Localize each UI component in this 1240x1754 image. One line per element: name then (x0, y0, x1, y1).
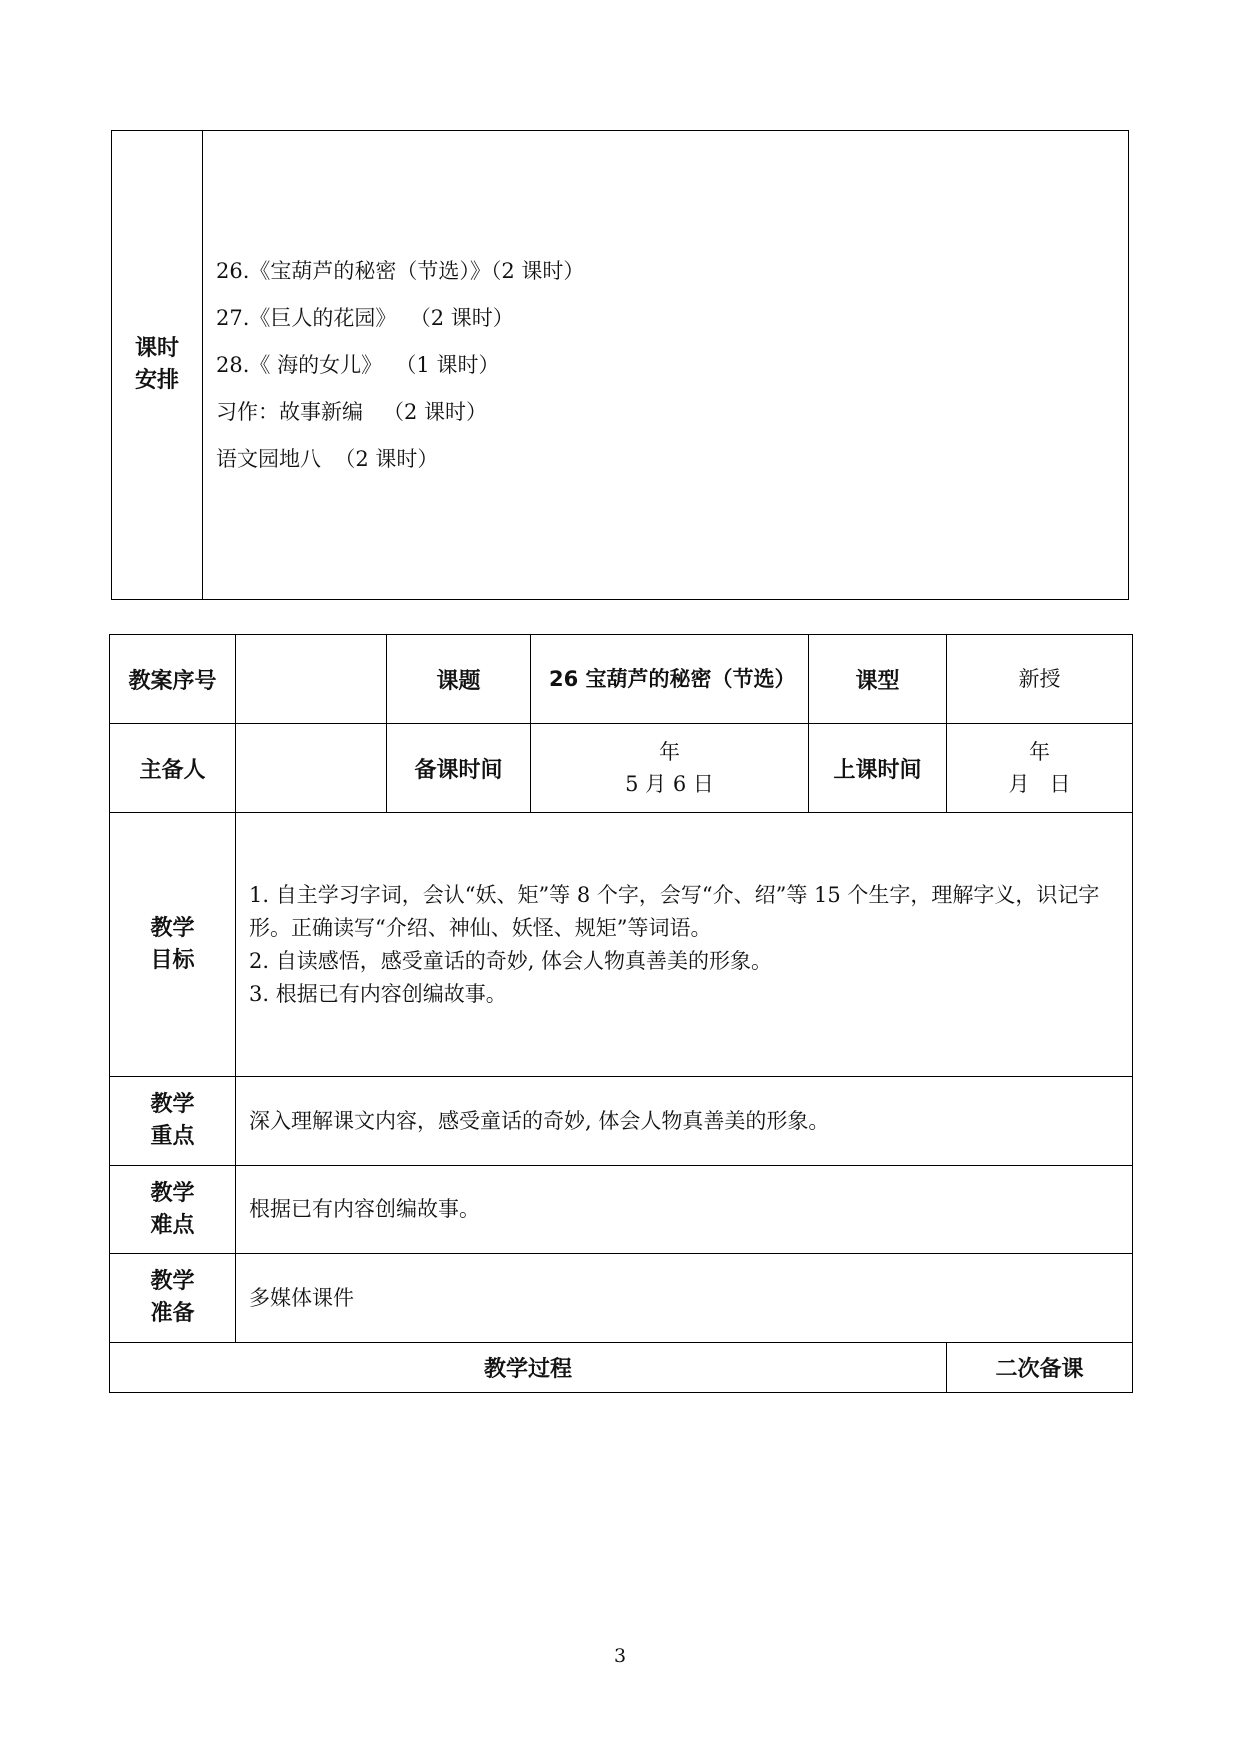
difficulties-label: 教学难点 (150, 1180, 195, 1238)
goals-label-cell (110, 813, 236, 1077)
page-number: 3 (613, 1645, 627, 1667)
topic-label: 课题 (387, 635, 531, 724)
preparer-value (236, 724, 387, 813)
plan-row-difficulties (110, 1166, 1133, 1254)
difficulties-text: 根据已有内容创编故事。 (249, 1197, 480, 1221)
key-points-content (236, 1077, 1133, 1166)
schedule-item: 26.《宝葫芦的秘密（节选）》（2 课时） (216, 258, 585, 283)
prep-time-date: 5 月 6 日 (625, 772, 714, 796)
goals-text (236, 879, 1132, 1011)
class-time-cell (947, 724, 1133, 813)
plan-no-value (236, 635, 387, 724)
plan-row-header (110, 635, 1133, 724)
difficulties-label-cell (110, 1166, 236, 1254)
topic-value: 26 宝葫芦的秘密（节选） (549, 666, 796, 691)
lesson-plan-table (109, 634, 1133, 1393)
schedule-item: 27.《巨人的花园》 （2 课时） (216, 305, 514, 330)
goal-item: 1. 自主学习字词，会认“妖、矩”等 8 个字，会写“介、绍”等 15 个生字，理解字义，识记字形。正确读写“介绍、神仙、妖怪、规矩”等词语。 (249, 882, 1100, 940)
prep-time-cell (531, 724, 809, 813)
goals-content (236, 813, 1133, 1077)
preparation-content (236, 1254, 1133, 1343)
preparation-label: 教学准备 (150, 1269, 195, 1326)
preparer-label: 主备人 (110, 724, 236, 813)
prep-time-year: 年 (659, 740, 680, 764)
class-time-year: 年 (1029, 740, 1050, 764)
key-points-text: 深入理解课文内容，感受童话的奇妙, 体会人物真善美的形象。 (249, 1108, 830, 1133)
plan-row-key-points (110, 1077, 1133, 1166)
preparation-text: 多媒体课件 (249, 1285, 354, 1310)
key-points-label-cell (110, 1077, 236, 1166)
class-time-label: 上课时间 (809, 724, 947, 813)
process-label: 教学过程 (110, 1343, 947, 1393)
preparation-label-cell (110, 1254, 236, 1343)
schedule-label: 课时安排 (134, 336, 179, 393)
type-label: 课型 (809, 635, 947, 724)
second-prep-label: 二次备课 (947, 1343, 1133, 1393)
schedule-label-cell (112, 131, 203, 599)
difficulties-content (236, 1166, 1133, 1254)
schedule-item: 习作：故事新编 （2 课时） (216, 399, 488, 424)
key-points-label: 教学重点 (150, 1092, 195, 1149)
schedule-content (203, 131, 1128, 599)
plan-row-preparation (110, 1254, 1133, 1343)
plan-row-goals (110, 813, 1133, 1077)
type-value: 新授 (947, 635, 1133, 724)
schedule-table (111, 130, 1129, 600)
schedule-item: 28.《 海的女儿》 （1 课时） (216, 352, 500, 377)
topic-cell (531, 635, 809, 724)
plan-no-label: 教案序号 (110, 635, 236, 724)
goals-label: 教学目标 (150, 915, 195, 973)
goal-item: 3. 根据已有内容创编故事。 (249, 981, 507, 1006)
plan-row-times (110, 724, 1133, 813)
plan-row-process (110, 1343, 1133, 1393)
schedule-item: 语文园地八 （2 课时） (216, 446, 439, 471)
goal-item: 2. 自读感悟，感受童话的奇妙, 体会人物真善美的形象。 (249, 948, 773, 973)
prep-time-label: 备课时间 (387, 724, 531, 813)
class-time-date: 月 日 (1008, 772, 1071, 796)
